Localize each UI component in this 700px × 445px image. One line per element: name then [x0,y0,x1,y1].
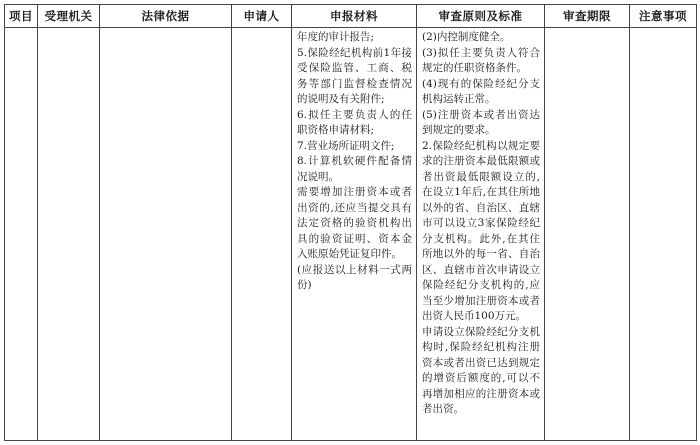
review-line: 2.保险经纪机构以规定要求的注册资本最低限额或者出资最低限额设立的,在设立1年后,在其住所地以外的省、自治区、直辖市可以设立3家保险经纪分支机构。此外,在其住所地以外的每一省、自治区、直辖市首次申请设立保险经纪分支机构的,应当至少增加注册资本或者出资人民币100万元。 [422,139,540,322]
materials-line: 6.拟任主要负责人的任职资格申请材料; [297,108,412,136]
cell-review-period [545,28,630,441]
materials-line: 5.保险经纪机构前1年接受保险监管、工商、税务等部门监督检查情况的说明及有关附件; [297,46,412,105]
cell-legal-basis [100,28,232,441]
materials-line: 8.计算机软硬件配备情况说明。 [297,155,412,183]
cell-item [5,28,38,441]
header-review-period: 审查期限 [545,5,630,28]
requirements-table [4,4,697,441]
header-item: 项目 [5,5,38,28]
cell-notes [630,28,697,441]
materials-line: 年度的审计报告; [297,31,375,43]
review-line: (2)内控制度健全。 [422,31,511,43]
cell-application-materials [292,28,417,441]
header-application-materials: 申报材料 [292,5,417,28]
table-header-row [5,5,697,28]
review-line: (4)现有的保险经纪分支机构运转正常。 [422,77,540,105]
review-line: (3)拟任主要负责人符合规定的任职资格条件。 [422,46,540,74]
review-line: 申请设立保险经纪分支机构时,保险经纪机构注册资本或者出资已达到规定的增资后额度的,可以不再增加相应的注册资本或者出资。 [422,325,540,415]
cell-applicant [232,28,292,441]
header-legal-basis: 法律依据 [100,5,232,28]
header-applicant: 申请人 [232,5,292,28]
cell-accepting-authority [38,28,100,441]
materials-line: 7.营业场所证明文件; [297,139,395,152]
header-review-standards: 审查原则及标准 [417,5,545,28]
materials-line: (应报送以上材料一式两份) [297,263,412,291]
table-row [5,28,697,441]
review-line: (5)注册资本或者出资达到规定的要求。 [422,108,540,136]
header-accepting-authority: 受理机关 [38,5,100,28]
materials-line: 需要增加注册资本或者出资的,还应当提交具有法定资格的验资机构出具的验资证明、资本金入账原始凭证复印件。 [297,186,412,260]
review-text [417,28,544,418]
materials-text [292,28,416,294]
cell-review-standards [417,28,545,441]
header-notes: 注意事项 [630,5,697,28]
